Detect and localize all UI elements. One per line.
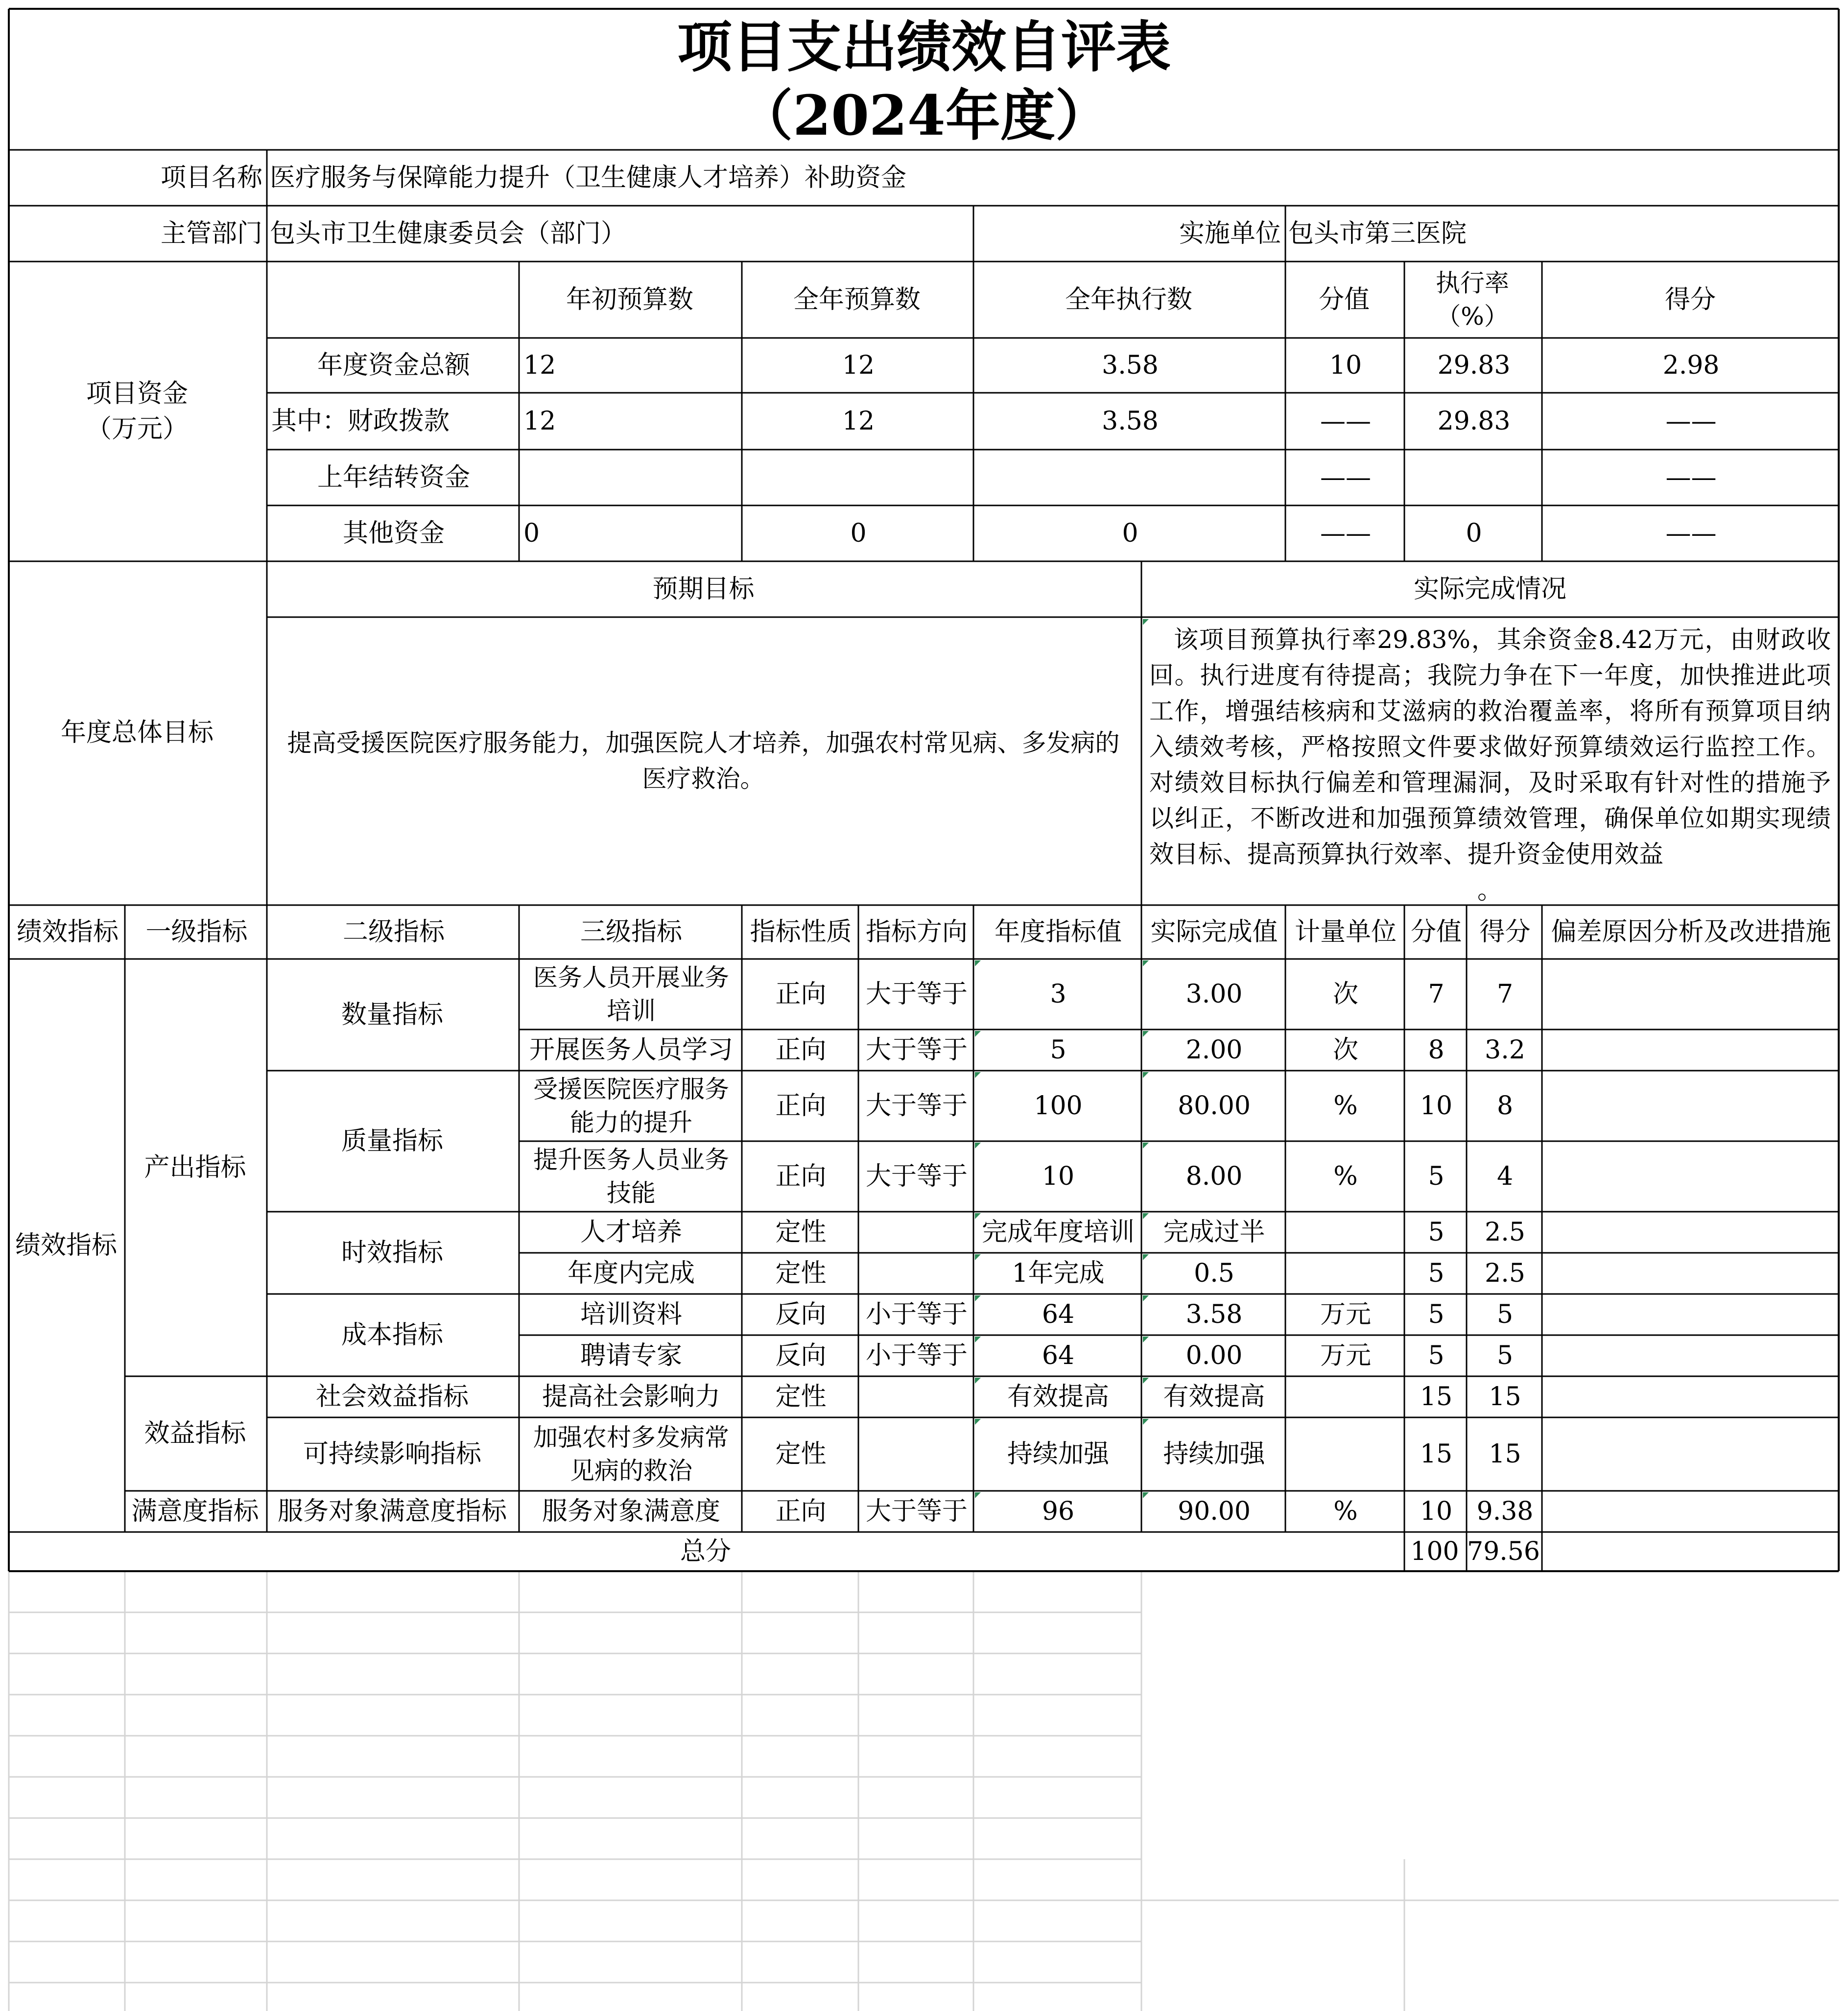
perf-cell-nature[interactable]: 正向 — [775, 980, 827, 1009]
cell-marker — [975, 960, 981, 966]
fund-cell-v2[interactable]: 12 — [842, 351, 875, 380]
perf-cell-actual[interactable]: 0.00 — [1185, 1341, 1243, 1370]
perf-cell-actual[interactable]: 3.00 — [1185, 980, 1243, 1009]
perf-header-3: 三级指标 — [580, 917, 682, 947]
cell-marker — [1143, 1419, 1149, 1425]
level1-benefit: 效益指标 — [144, 1419, 246, 1448]
perf-cell-dir[interactable]: 大于等于 — [865, 1497, 968, 1526]
perf-header-7: 实际完成值 — [1150, 917, 1278, 947]
perf-cell-l3: 开展医务人员学习 — [529, 1035, 733, 1065]
perf-cell-nature[interactable]: 正向 — [775, 1162, 827, 1191]
perf-cell-target[interactable]: 1年完成 — [1012, 1259, 1105, 1288]
fund-cell-v2[interactable]: 12 — [842, 407, 875, 436]
perf-cell-score[interactable]: 9.38 — [1476, 1497, 1534, 1526]
funds-header-full: 全年预算数 — [793, 285, 921, 314]
cell-marker — [975, 1213, 981, 1219]
cell-marker — [1143, 1378, 1149, 1384]
perf-cell-l3: 提高社会影响力 — [542, 1382, 720, 1412]
cell-marker — [975, 1492, 981, 1498]
cell-marker — [1143, 1143, 1149, 1149]
perf-cell-score_max[interactable]: 5 — [1428, 1300, 1445, 1329]
perf-cell-note[interactable] — [1543, 1071, 1839, 1141]
perf-cell-dir[interactable]: 小于等于 — [865, 1341, 968, 1370]
perf-cell-note[interactable] — [1543, 1212, 1839, 1253]
perf-cell-nature[interactable]: 定性 — [775, 1259, 827, 1288]
perf-cell-score_max[interactable]: 5 — [1428, 1218, 1445, 1247]
fund-cell-v1[interactable]: 12 — [523, 351, 556, 380]
perf-cell-unit[interactable]: 万元 — [1320, 1341, 1371, 1370]
perf-cell-actual[interactable]: 2.00 — [1185, 1035, 1243, 1065]
perf-cell-nature[interactable]: 反向 — [775, 1341, 827, 1370]
perf-cell-l3: 聘请专家 — [580, 1341, 682, 1370]
perf-cell-note[interactable] — [1543, 1376, 1839, 1417]
funds-header-score: 得分 — [1664, 285, 1716, 314]
perf-cell-note[interactable] — [1543, 1294, 1839, 1335]
fund-cell-v3[interactable] — [975, 450, 1285, 505]
cell-marker — [1143, 960, 1149, 966]
perf-cell-score[interactable]: 3.2 — [1485, 1035, 1525, 1065]
perf-cell-note[interactable] — [1543, 1335, 1839, 1376]
cell-marker — [1143, 1031, 1149, 1037]
perf-cell-dir[interactable] — [860, 1212, 973, 1253]
perf-cell-l3: 受援医院医疗服务 能力的提升 — [533, 1075, 729, 1137]
perf-cell-dir[interactable] — [860, 1253, 973, 1294]
fund-cell-v4[interactable]: —— — [1320, 519, 1371, 548]
project-name-label: 项目名称 — [160, 163, 262, 192]
funds-header-points: 分值 — [1318, 285, 1370, 314]
perf-cell-score_max[interactable]: 8 — [1428, 1035, 1445, 1065]
impl-unit-value[interactable]: 包头市第三医院 — [1288, 219, 1467, 248]
perf-cell-score_max[interactable]: 10 — [1420, 1091, 1453, 1121]
level2-quantity: 数量指标 — [341, 1000, 443, 1029]
cell-marker — [975, 1254, 981, 1260]
cell-marker — [975, 1031, 981, 1037]
level2-sustainable: 可持续影响指标 — [303, 1439, 481, 1469]
perf-cell-dir[interactable]: 大于等于 — [865, 1035, 968, 1065]
perf-cell-nature[interactable]: 定性 — [775, 1439, 827, 1469]
perf-header-4: 指标性质 — [750, 917, 852, 947]
cell-marker — [975, 1295, 981, 1301]
cell-marker — [975, 1072, 981, 1078]
fund-row-name: 上年结转资金 — [317, 463, 470, 492]
perf-cell-score_max[interactable]: 5 — [1428, 1259, 1445, 1288]
goal-expected-text[interactable]: 提高受援医院医疗服务能力，加强医院人才培养，加强农村常见病、多发病的医疗救治。 — [287, 729, 1120, 793]
perf-cell-dir[interactable]: 大于等于 — [865, 1091, 968, 1121]
page-title: 项目支出绩效自评表 — [677, 15, 1171, 79]
perf-cell-score_max[interactable]: 5 — [1428, 1341, 1445, 1370]
perf-cell-score[interactable]: 15 — [1489, 1382, 1521, 1412]
perf-cell-nature[interactable]: 正向 — [775, 1497, 827, 1526]
perf-cell-actual[interactable]: 完成过半 — [1163, 1218, 1265, 1247]
perf-cell-target[interactable]: 完成年度培训 — [981, 1218, 1135, 1247]
perf-cell-actual[interactable]: 90.00 — [1178, 1497, 1251, 1526]
perf-cell-nature[interactable]: 定性 — [775, 1382, 827, 1412]
perf-cell-unit[interactable]: 万元 — [1320, 1300, 1371, 1329]
cell-marker — [975, 1378, 981, 1384]
perf-side-label: 绩效指标 — [15, 1231, 117, 1260]
perf-cell-note[interactable] — [1543, 1417, 1839, 1491]
perf-cell-score_max[interactable]: 10 — [1420, 1497, 1453, 1526]
fund-cell-v6[interactable]: —— — [1665, 463, 1717, 492]
perf-cell-unit[interactable]: % — [1333, 1497, 1358, 1526]
perf-header-9: 分值 — [1410, 917, 1462, 947]
project-name-value[interactable]: 医疗服务与保障能力提升（卫生健康人才培养）补助资金 — [270, 163, 907, 192]
perf-cell-score_max[interactable]: 7 — [1428, 980, 1445, 1009]
fund-cell-v2[interactable] — [743, 450, 973, 505]
level1-output: 产出指标 — [144, 1153, 246, 1182]
perf-cell-l3: 年度内完成 — [567, 1259, 695, 1288]
fund-cell-v4[interactable]: —— — [1320, 463, 1371, 492]
level2-quality: 质量指标 — [341, 1126, 443, 1156]
perf-header-0: 绩效指标 — [16, 917, 118, 947]
perf-cell-dir[interactable] — [860, 1376, 973, 1417]
perf-cell-target[interactable]: 有效提高 — [1007, 1382, 1109, 1412]
perf-cell-unit[interactable]: % — [1333, 1162, 1358, 1191]
perf-header-2: 二级指标 — [342, 917, 445, 947]
perf-cell-actual[interactable]: 8.00 — [1185, 1162, 1243, 1191]
fund-cell-v4[interactable]: —— — [1320, 407, 1371, 436]
fund-row-name: 其中：财政拨款 — [271, 407, 450, 436]
perf-cell-l3: 提升医务人员业务 技能 — [533, 1146, 729, 1207]
perf-cell-nature[interactable]: 正向 — [775, 1035, 827, 1065]
perf-cell-unit[interactable]: % — [1333, 1091, 1358, 1121]
total-score: 79.56 — [1467, 1537, 1540, 1566]
cell-marker — [1143, 1337, 1149, 1342]
perf-cell-score_max[interactable]: 5 — [1428, 1162, 1445, 1191]
funds-header-exec: 全年执行数 — [1065, 285, 1192, 314]
perf-cell-unit[interactable] — [1287, 1253, 1404, 1294]
cell-marker — [1143, 1213, 1149, 1219]
fund-cell-v6[interactable]: —— — [1665, 519, 1717, 548]
perf-header-10: 得分 — [1479, 917, 1531, 947]
perf-cell-dir[interactable] — [860, 1417, 973, 1491]
perf-cell-target[interactable]: 5 — [1050, 1035, 1066, 1065]
dept-value[interactable]: 包头市卫生健康委员会（部门） — [270, 219, 627, 248]
perf-cell-l3: 加强农村多发病常 见病的救治 — [533, 1423, 729, 1485]
perf-cell-score[interactable]: 4 — [1496, 1162, 1514, 1191]
fund-cell-v6[interactable]: —— — [1665, 407, 1717, 436]
perf-cell-unit[interactable] — [1287, 1417, 1404, 1491]
perf-cell-unit[interactable]: 次 — [1332, 1035, 1358, 1065]
perf-cell-note[interactable] — [1543, 1253, 1839, 1294]
fund-cell-v3[interactable]: 3.58 — [1102, 351, 1159, 380]
cell-marker — [975, 1419, 981, 1425]
perf-cell-score[interactable]: 2.5 — [1485, 1259, 1525, 1288]
perf-cell-target[interactable]: 64 — [1042, 1341, 1075, 1370]
total-label: 总分 — [680, 1537, 731, 1566]
cell-marker — [1143, 1492, 1149, 1498]
perf-cell-actual[interactable]: 80.00 — [1178, 1091, 1251, 1121]
funds-header-rate: 执行率 （%） — [1436, 269, 1509, 331]
perf-header-1: 一级指标 — [145, 917, 248, 947]
goal-label: 年度总体目标 — [60, 718, 213, 747]
page-subtitle: （2024年度） — [738, 84, 1110, 148]
perf-cell-note[interactable] — [1543, 1029, 1839, 1071]
perf-cell-unit[interactable] — [1287, 1212, 1404, 1253]
fund-cell-v1[interactable]: 12 — [523, 407, 556, 436]
fund-row-name: 其他资金 — [342, 519, 445, 548]
perf-cell-l3: 医务人员开展业务 培训 — [533, 963, 729, 1025]
cell-marker — [975, 1337, 981, 1342]
goal-expected-header: 预期目标 — [652, 575, 755, 604]
perf-cell-note[interactable] — [1543, 959, 1839, 1029]
perf-header-8: 计量单位 — [1294, 917, 1397, 947]
cell-marker — [1143, 1072, 1149, 1078]
perf-cell-score[interactable]: 5 — [1496, 1341, 1514, 1370]
perf-cell-target[interactable]: 持续加强 — [1007, 1439, 1109, 1469]
total-max: 100 — [1410, 1537, 1459, 1566]
perf-header-5: 指标方向 — [865, 917, 968, 947]
fund-cell-v3[interactable]: 0 — [1122, 519, 1138, 548]
perf-cell-target[interactable]: 100 — [1034, 1091, 1083, 1121]
perf-cell-target[interactable]: 3 — [1050, 980, 1066, 1009]
perf-cell-target[interactable]: 10 — [1042, 1162, 1075, 1191]
fund-cell-v4[interactable]: 10 — [1329, 351, 1362, 380]
perf-cell-dir[interactable]: 小于等于 — [865, 1300, 968, 1329]
fund-cell-v3[interactable]: 3.58 — [1102, 407, 1159, 436]
perf-cell-actual[interactable]: 持续加强 — [1163, 1439, 1265, 1469]
perf-header-11: 偏差原因分析及改进措施 — [1551, 917, 1831, 947]
fund-cell-v5[interactable]: 29.83 — [1437, 407, 1511, 436]
perf-cell-dir[interactable]: 大于等于 — [865, 980, 968, 1009]
perf-cell-score_max[interactable]: 15 — [1420, 1382, 1453, 1412]
perf-cell-score_max[interactable]: 15 — [1420, 1439, 1453, 1469]
perf-cell-score[interactable]: 5 — [1496, 1300, 1514, 1329]
goal-actual-header: 实际完成情况 — [1413, 575, 1566, 604]
level2-social-benefit: 社会效益指标 — [315, 1382, 469, 1412]
cell-marker — [1143, 619, 1149, 625]
fund-cell-v5[interactable]: 0 — [1466, 519, 1482, 548]
perf-cell-nature[interactable]: 反向 — [775, 1300, 827, 1329]
perf-cell-nature[interactable]: 定性 — [775, 1218, 827, 1247]
perf-cell-actual[interactable]: 3.58 — [1185, 1300, 1243, 1329]
fund-cell-v1[interactable] — [521, 450, 742, 505]
perf-cell-l3: 人才培养 — [580, 1218, 682, 1247]
perf-cell-score[interactable]: 2.5 — [1485, 1218, 1525, 1247]
perf-cell-target[interactable]: 96 — [1042, 1497, 1075, 1526]
goal-actual-text[interactable]: 该项目预算执行率29.83%，其余资金8.42万元，由财政收回。执行进度有待提高；我院力争在下一年度，加快推进此项工作，增强结核病和艾滋病的救治覆盖率，将所有预算项目纳入绩效考核，严格按照文件要求做好预算绩效运行监控工作。对绩效目标执行偏差和管理漏洞，及时采取有针对性的措施予以纠正，不断改进和加强预算绩效管理，确保单位如期实现绩效目标、提高预算执行效率、提升资金使用效益 — [1149, 625, 1831, 868]
perf-cell-score[interactable]: 7 — [1496, 980, 1514, 1009]
perf-cell-dir[interactable]: 大于等于 — [865, 1162, 968, 1191]
funds-header-initial: 年初预算数 — [566, 285, 693, 314]
dept-label: 主管部门 — [160, 219, 262, 248]
perf-header-6: 年度指标值 — [994, 917, 1122, 947]
perf-cell-actual[interactable]: 有效提高 — [1163, 1382, 1265, 1412]
level2-cost: 成本指标 — [341, 1320, 443, 1350]
perf-cell-l3: 培训资料 — [580, 1300, 682, 1329]
funds-label: 项目资金 （万元） — [86, 379, 188, 444]
fund-row-name: 年度资金总额 — [317, 351, 470, 380]
perf-cell-unit[interactable]: 次 — [1332, 980, 1358, 1009]
level2-timeliness: 时效指标 — [341, 1238, 443, 1268]
perf-cell-note[interactable] — [1543, 1141, 1839, 1212]
fund-cell-v6[interactable]: 2.98 — [1662, 351, 1720, 380]
fund-cell-v1[interactable]: 0 — [523, 519, 540, 548]
fund-cell-v5[interactable] — [1406, 450, 1542, 505]
cell-marker — [975, 1143, 981, 1149]
perf-cell-target[interactable]: 64 — [1042, 1300, 1075, 1329]
perf-cell-actual[interactable]: 0.5 — [1194, 1259, 1234, 1288]
level2-satisfaction: 服务对象满意度指标 — [277, 1497, 507, 1526]
cell-marker — [1143, 1254, 1149, 1260]
fund-cell-v2[interactable]: 0 — [850, 519, 867, 548]
cell-marker — [1143, 1295, 1149, 1301]
level1-satisfaction: 满意度指标 — [131, 1497, 259, 1526]
impl-unit-label: 实施单位 — [1179, 219, 1281, 248]
fund-cell-v5[interactable]: 29.83 — [1437, 351, 1511, 380]
perf-cell-note[interactable] — [1543, 1491, 1839, 1532]
perf-cell-l3: 服务对象满意度 — [542, 1497, 720, 1526]
perf-cell-score[interactable]: 8 — [1496, 1091, 1514, 1121]
goal-actual-tail: 。 — [1477, 876, 1503, 905]
perf-cell-nature[interactable]: 正向 — [775, 1091, 827, 1121]
perf-cell-unit[interactable] — [1287, 1376, 1404, 1417]
perf-cell-score[interactable]: 15 — [1489, 1439, 1521, 1469]
